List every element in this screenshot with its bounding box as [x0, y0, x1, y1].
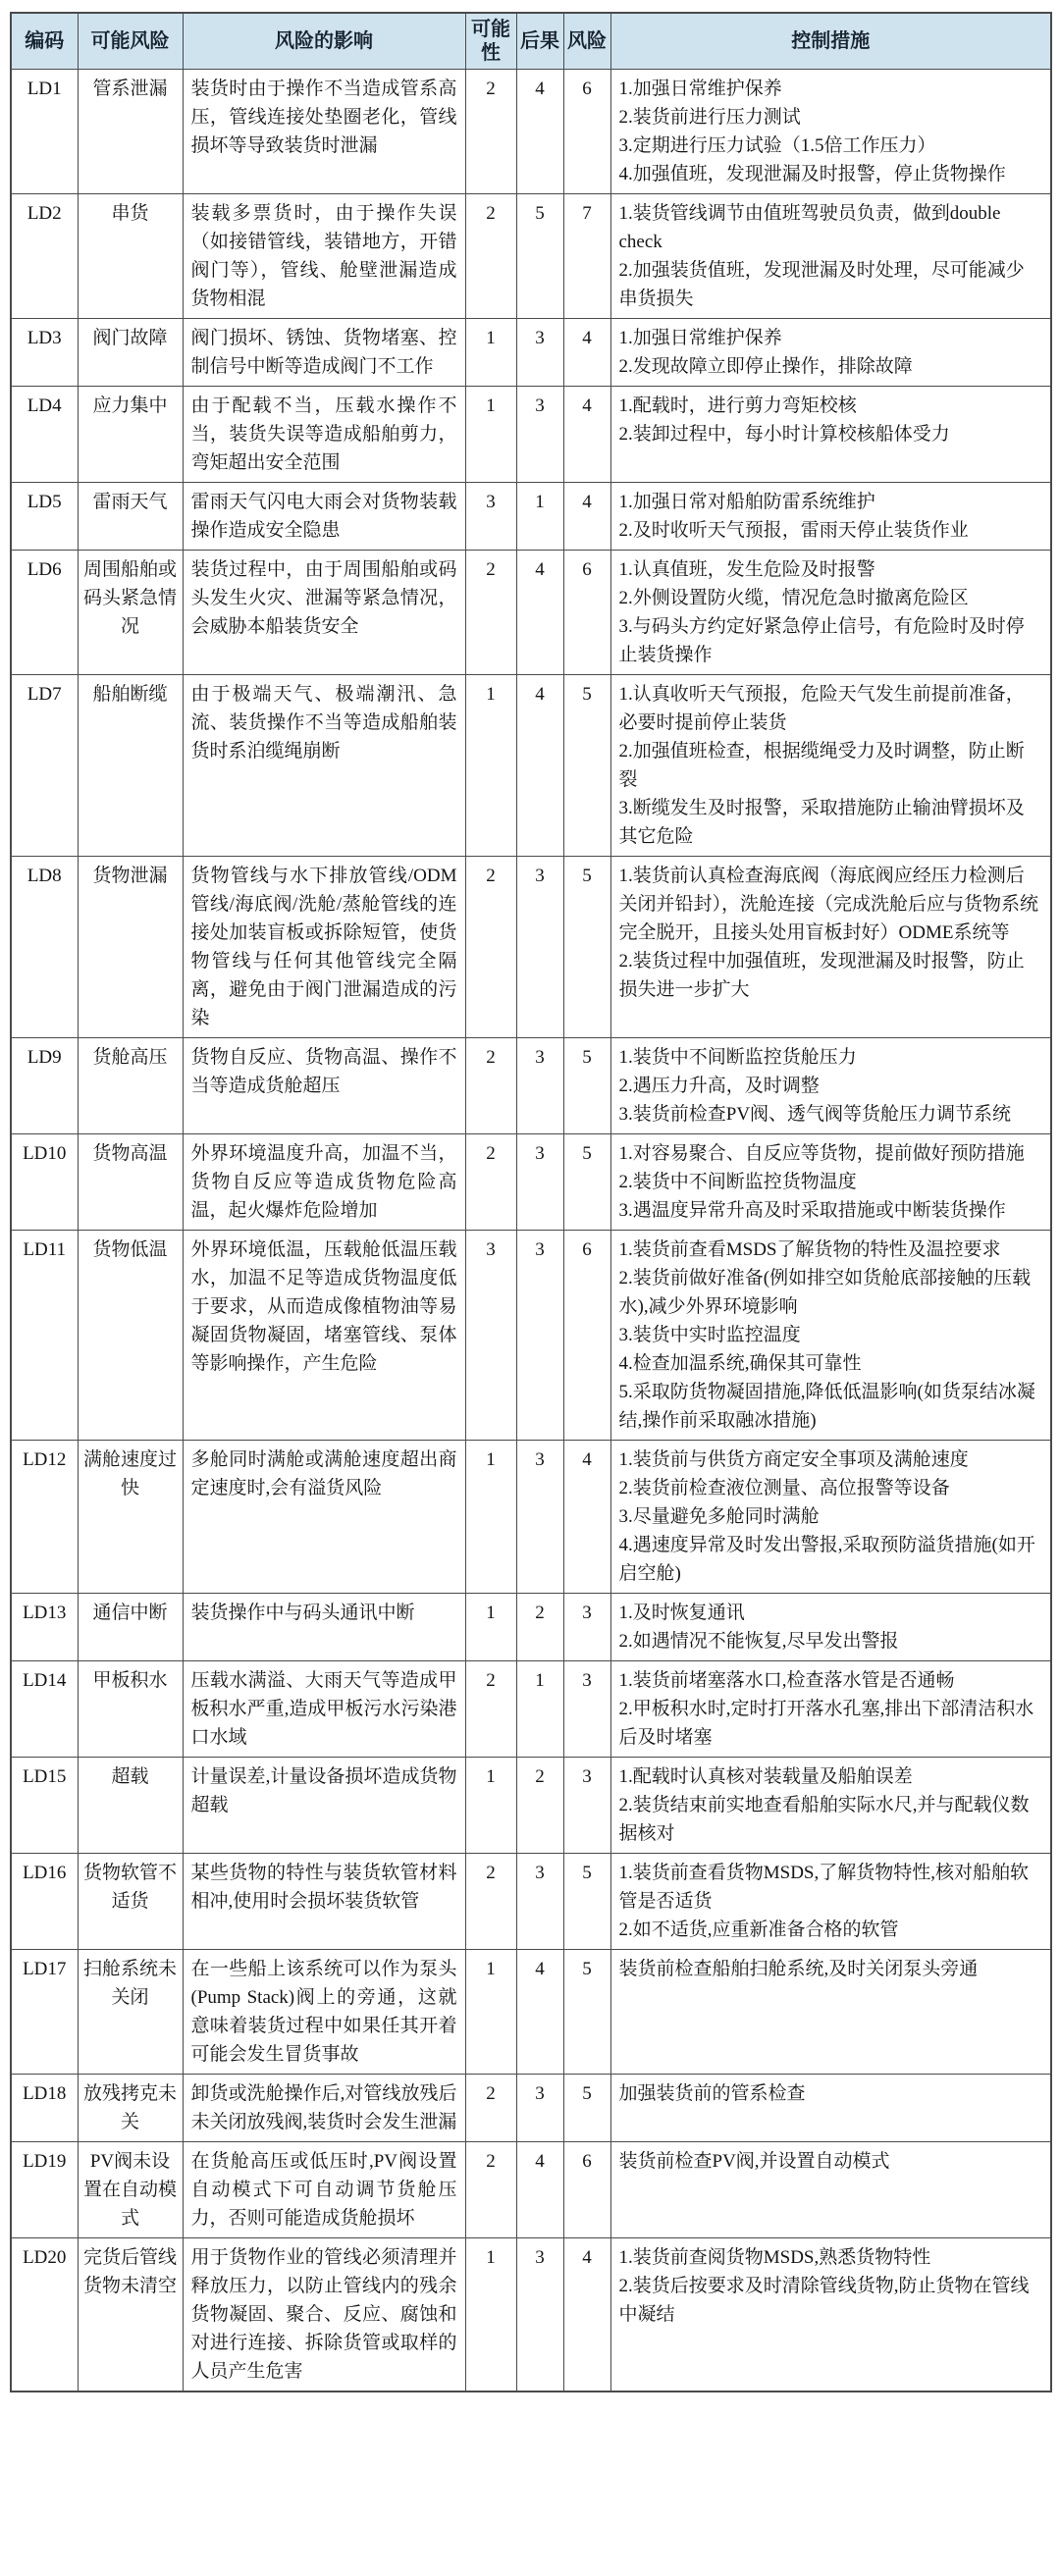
- measure-item: 1.加强日常维护保养: [618, 328, 782, 348]
- measure-item: 1.认真收听天气预报，危险天气发生前提前准备，必要时提前停止装货: [618, 684, 1025, 733]
- cell-risk-score: 3: [563, 1594, 610, 1661]
- cell-consequence: 4: [516, 70, 563, 194]
- cell-code: LD1: [11, 70, 78, 194]
- cell-risk-name: 超载: [78, 1758, 183, 1854]
- table-row: [11, 857, 1051, 1038]
- measure-item: 装货前检查船舶扫舱系统,及时关闭泵头旁通: [618, 1959, 979, 1979]
- cell-risk-score: 6: [563, 2142, 610, 2238]
- cell-risk-name: 串货: [78, 194, 183, 319]
- cell-risk-name: 完货后管线货物未清空: [78, 2238, 183, 2392]
- cell-possibility: 1: [465, 319, 516, 387]
- cell-control-measures: [610, 1950, 1051, 2075]
- table-row: [11, 387, 1051, 483]
- measure-item: 加强装货前的管系检查: [618, 2083, 806, 2104]
- cell-consequence: 1: [516, 483, 563, 551]
- cell-risk-score: 5: [563, 857, 610, 1038]
- cell-impact: 装货过程中，由于周围船舶或码头发生火灾、泄漏等紧急情况，会威胁本船装货安全: [183, 551, 465, 675]
- measure-item: 1.配载时认真核对装载量及船舶误差: [618, 1766, 913, 1787]
- cell-control-measures: [610, 483, 1051, 551]
- cell-code: LD20: [11, 2238, 78, 2392]
- cell-possibility: 3: [465, 1231, 516, 1441]
- cell-risk-score: 3: [563, 1661, 610, 1758]
- cell-risk-name: 扫舱系统未关闭: [78, 1950, 183, 2075]
- measure-item: 4.检查加温系统,确保其可靠性: [618, 1353, 862, 1374]
- cell-possibility: 3: [465, 483, 516, 551]
- cell-possibility: 2: [465, 1854, 516, 1950]
- cell-risk-name: 雷雨天气: [78, 483, 183, 551]
- cell-possibility: 1: [465, 1758, 516, 1854]
- cell-possibility: 1: [465, 1594, 516, 1661]
- cell-risk-score: 6: [563, 1231, 610, 1441]
- cell-risk-score: 5: [563, 1038, 610, 1134]
- table-row: [11, 1441, 1051, 1594]
- cell-impact: 由于配载不当，压载水操作不当，装货失误等造成船舶剪力，弯矩超出安全范围: [183, 387, 465, 483]
- table-row: [11, 483, 1051, 551]
- cell-code: LD15: [11, 1758, 78, 1854]
- cell-code: LD8: [11, 857, 78, 1038]
- measure-item: 2.外侧设置防火缆，情况危急时撤离危险区: [618, 588, 969, 608]
- measure-item: 2.加强装货值班，发现泄漏及时处理，尽可能减少串货损失: [618, 260, 1025, 309]
- cell-risk-score: 6: [563, 70, 610, 194]
- measure-item: 1.对容易聚合、自反应等货物，提前做好预防措施: [618, 1143, 1025, 1164]
- cell-possibility: 1: [465, 387, 516, 483]
- table-row: [11, 1854, 1051, 1950]
- table-row: [11, 319, 1051, 387]
- cell-code: LD11: [11, 1231, 78, 1441]
- cell-risk-name: 满舱速度过快: [78, 1441, 183, 1594]
- measure-item: 4.加强值班，发现泄漏及时报警，停止货物操作: [618, 164, 1006, 184]
- header-code: 编码: [11, 13, 78, 70]
- cell-consequence: 2: [516, 1594, 563, 1661]
- cell-risk-name: 管系泄漏: [78, 70, 183, 194]
- table-row: [11, 194, 1051, 319]
- header-control-measures: 控制措施: [610, 13, 1051, 70]
- table-row: [11, 70, 1051, 194]
- measure-item: 3.装货中实时监控温度: [618, 1325, 801, 1345]
- measure-item: 1.装货中不间断监控货舱压力: [618, 1047, 857, 1068]
- cell-risk-score: 3: [563, 1758, 610, 1854]
- cell-risk-score: 5: [563, 1854, 610, 1950]
- cell-impact: 某些货物的特性与装货软管材料相冲,使用时会损坏装货软管: [183, 1854, 465, 1950]
- measure-item: 装货前检查PV阀,并设置自动模式: [618, 2151, 890, 2172]
- cell-consequence: 1: [516, 1661, 563, 1758]
- table-row: [11, 1661, 1051, 1758]
- cell-possibility: 1: [465, 1441, 516, 1594]
- measure-item: 2.遇压力升高，及时调整: [618, 1076, 820, 1096]
- cell-risk-score: 4: [563, 387, 610, 483]
- cell-control-measures: [610, 2142, 1051, 2238]
- measure-item: 1.装货前认真检查海底阀（海底阀应经压力检测后关闭并铅封），洗舱连接（完成洗舱后应与货物系统完全脱开，且接头处用盲板封好）ODME系统等: [618, 866, 1039, 943]
- cell-impact: 卸货或洗舱操作后,对管线放残后未关闭放残阀,装货时会发生泄漏: [183, 2075, 465, 2142]
- measure-item: 3.遇温度异常升高及时采取措施或中断装货操作: [618, 1200, 1006, 1221]
- cell-impact: 计量误差,计量设备损坏造成货物超载: [183, 1758, 465, 1854]
- cell-consequence: 3: [516, 1134, 563, 1231]
- cell-control-measures: [610, 319, 1051, 387]
- measure-item: 3.与码头方约定好紧急停止信号，有危险时及时停止装货操作: [618, 616, 1025, 665]
- cell-risk-score: 5: [563, 675, 610, 857]
- cell-code: LD9: [11, 1038, 78, 1134]
- cell-impact: 压载水满溢、大雨天气等造成甲板积水严重,造成甲板污水污染港口水域: [183, 1661, 465, 1758]
- measure-item: 1.装货前查看货物MSDS,了解货物特性,核对船舶软管是否适货: [618, 1863, 1030, 1912]
- cell-consequence: 3: [516, 2075, 563, 2142]
- cell-risk-name: 货物高温: [78, 1134, 183, 1231]
- cell-impact: 装载多票货时，由于操作失误（如接错管线，装错地方，开错阀门等），管线、舱壁泄漏造成货物相混: [183, 194, 465, 319]
- header-row: [11, 13, 1051, 70]
- cell-risk-score: 4: [563, 2238, 610, 2392]
- table-row: [11, 2075, 1051, 2142]
- table-row: [11, 1038, 1051, 1134]
- cell-impact: 货物自反应、货物高温、操作不当等造成货舱超压: [183, 1038, 465, 1134]
- cell-risk-score: 5: [563, 1950, 610, 2075]
- cell-code: LD6: [11, 551, 78, 675]
- table-row: [11, 1594, 1051, 1661]
- cell-control-measures: [610, 2238, 1051, 2392]
- cell-consequence: 3: [516, 319, 563, 387]
- cell-risk-score: 4: [563, 483, 610, 551]
- table-row: [11, 675, 1051, 857]
- measure-item: 3.断缆发生及时报警，采取措施防止输油臂损坏及其它危险: [618, 798, 1025, 847]
- measure-item: 1.配载时，进行剪力弯矩校核: [618, 395, 857, 416]
- measure-item: 2.甲板积水时,定时打开落水孔塞,排出下部清洁积水后及时堵塞: [618, 1699, 1034, 1748]
- measure-item: 1.装货前与供货方商定安全事项及满舱速度: [618, 1449, 969, 1470]
- cell-code: LD12: [11, 1441, 78, 1594]
- cell-risk-name: 货舱高压: [78, 1038, 183, 1134]
- cell-code: LD4: [11, 387, 78, 483]
- cell-risk-score: 4: [563, 319, 610, 387]
- cell-code: LD13: [11, 1594, 78, 1661]
- measure-item: 1.加强日常对船舶防雷系统维护: [618, 492, 875, 512]
- measure-item: 2.装货后按要求及时清除管线货物,防止货物在管线中凝结: [618, 2276, 1030, 2325]
- cell-possibility: 2: [465, 857, 516, 1038]
- cell-risk-name: 甲板积水: [78, 1661, 183, 1758]
- cell-consequence: 3: [516, 1441, 563, 1594]
- measure-item: 2.发现故障立即停止操作，排除故障: [618, 356, 913, 377]
- cell-risk-score: 6: [563, 551, 610, 675]
- measure-item: 1.及时恢复通讯: [618, 1603, 745, 1623]
- measure-item: 2.及时收听天气预报，雷雨天停止装货作业: [618, 520, 969, 541]
- cell-consequence: 3: [516, 1231, 563, 1441]
- measure-item: 2.加强值班检查，根据缆绳受力及时调整，防止断裂: [618, 741, 1025, 790]
- cell-control-measures: [610, 194, 1051, 319]
- cell-control-measures: [610, 1134, 1051, 1231]
- cell-code: LD16: [11, 1854, 78, 1950]
- cell-impact: 装货操作中与码头通讯中断: [183, 1594, 465, 1661]
- cell-code: LD7: [11, 675, 78, 857]
- cell-consequence: 4: [516, 1950, 563, 2075]
- cell-risk-name: 应力集中: [78, 387, 183, 483]
- measure-item: 2.如不适货,应重新准备合格的软管: [618, 1919, 899, 1940]
- cell-control-measures: [610, 387, 1051, 483]
- cell-risk-score: 7: [563, 194, 610, 319]
- cell-code: LD18: [11, 2075, 78, 2142]
- cell-consequence: 3: [516, 1854, 563, 1950]
- risk-assessment-table: [10, 12, 1052, 2392]
- cell-consequence: 4: [516, 675, 563, 857]
- cell-consequence: 3: [516, 1038, 563, 1134]
- cell-risk-score: 4: [563, 1441, 610, 1594]
- measure-item: 1.装货前查看MSDS了解货物的特性及温控要求: [618, 1239, 1001, 1260]
- measure-item: 1.认真值班，发生危险及时报警: [618, 559, 875, 580]
- cell-possibility: 2: [465, 2142, 516, 2238]
- cell-consequence: 3: [516, 857, 563, 1038]
- cell-control-measures: [610, 551, 1051, 675]
- header-possibility: 可能性: [465, 13, 516, 70]
- cell-risk-name: 货物泄漏: [78, 857, 183, 1038]
- cell-risk-name: 周围船舶或码头紧急情况: [78, 551, 183, 675]
- cell-possibility: 2: [465, 70, 516, 194]
- cell-impact: 外界环境低温，压载舱低温压载水，加温不足等造成货物温度低于要求，从而造成像植物油等易凝固货物凝固，堵塞管线、泵体等影响操作，产生危险: [183, 1231, 465, 1441]
- table-row: [11, 1950, 1051, 2075]
- table-row: [11, 2142, 1051, 2238]
- cell-possibility: 2: [465, 1038, 516, 1134]
- measure-item: 2.装货过程中加强值班，发现泄漏及时报警，防止损失进一步扩大: [618, 951, 1025, 1000]
- table-row: [11, 551, 1051, 675]
- cell-impact: 由于极端天气、极端潮汛、急流、装货操作不当等造成船舶装货时系泊缆绳崩断: [183, 675, 465, 857]
- measure-item: 1.装货前查阅货物MSDS,熟悉货物特性: [618, 2247, 931, 2268]
- table-header: [11, 13, 1051, 70]
- cell-code: LD17: [11, 1950, 78, 2075]
- cell-control-measures: [610, 1231, 1051, 1441]
- table-row: [11, 2238, 1051, 2392]
- measure-item: 2.装货结束前实地查看船舶实际水尺,并与配载仪数据核对: [618, 1795, 1030, 1844]
- table-row: [11, 1134, 1051, 1231]
- measure-item: 3.装货前检查PV阀、透气阀等货舱压力调节系统: [618, 1104, 1012, 1125]
- header-risk: 风险: [563, 13, 610, 70]
- measure-item: 1.装货管线调节由值班驾驶员负责，做到double check: [618, 203, 1001, 252]
- cell-code: LD19: [11, 2142, 78, 2238]
- cell-code: LD10: [11, 1134, 78, 1231]
- measure-item: 2.如遇情况不能恢复,尽早发出警报: [618, 1631, 899, 1652]
- cell-control-measures: [610, 1661, 1051, 1758]
- measure-item: 3.定期进行压力试验（1.5倍工作压力）: [618, 135, 936, 156]
- cell-code: LD3: [11, 319, 78, 387]
- cell-risk-score: 5: [563, 2075, 610, 2142]
- cell-consequence: 2: [516, 1758, 563, 1854]
- cell-possibility: 1: [465, 1950, 516, 2075]
- cell-impact: 装货时由于操作不当造成管系高压，管线连接处垫圈老化，管线损坏等导致装货时泄漏: [183, 70, 465, 194]
- cell-control-measures: [610, 2075, 1051, 2142]
- cell-consequence: 4: [516, 2142, 563, 2238]
- cell-impact: 雷雨天气闪电大雨会对货物装载操作造成安全隐患: [183, 483, 465, 551]
- measure-item: 2.装货前进行压力测试: [618, 107, 801, 128]
- cell-risk-name: 货物软管不适货: [78, 1854, 183, 1950]
- measure-item: 2.装货前检查液位测量、高位报警等设备: [618, 1478, 950, 1498]
- table-row: [11, 1231, 1051, 1441]
- cell-code: LD2: [11, 194, 78, 319]
- cell-consequence: 5: [516, 194, 563, 319]
- measure-item: 5.采取防货物凝固措施,降低低温影响(如货泵结冰凝结,操作前采取融冰措施): [618, 1382, 1035, 1431]
- table-row: [11, 1758, 1051, 1854]
- cell-control-measures: [610, 1038, 1051, 1134]
- cell-code: LD14: [11, 1661, 78, 1758]
- cell-impact: 在货舱高压或低压时,PV阀设置自动模式下可自动调节货舱压力，否则可能造成货舱损坏: [183, 2142, 465, 2238]
- measure-item: 3.尽量避免多舱同时满舱: [618, 1506, 820, 1527]
- cell-impact: 阀门损坏、锈蚀、货物堵塞、控制信号中断等造成阀门不工作: [183, 319, 465, 387]
- measure-item: 1.装货前堵塞落水口,检查落水管是否通畅: [618, 1670, 955, 1691]
- cell-impact: 外界环境温度升高，加温不当，货物自反应等造成货物危险高温，起火爆炸危险增加: [183, 1134, 465, 1231]
- measure-item: 2.装卸过程中，每小时计算校核船体受力: [618, 424, 950, 445]
- cell-possibility: 2: [465, 1134, 516, 1231]
- cell-impact: 用于货物作业的管线必须清理并释放压力，以防止管线内的残余货物凝固、聚合、反应、腐蚀和对进行连接、拆除货管或取样的人员产生危害: [183, 2238, 465, 2392]
- cell-impact: 货物管线与水下排放管线/ODM管线/海底阀/洗舱/蒸舱管线的连接处加装盲板或拆除短管，使货物管线与任何其他管线完全隔离，避免由于阀门泄漏造成的污染: [183, 857, 465, 1038]
- cell-control-measures: [610, 675, 1051, 857]
- cell-risk-name: 放残拷克未关: [78, 2075, 183, 2142]
- cell-impact: 在一些船上该系统可以作为泵头(Pump Stack)阀上的旁通，这就意味着装货过程中如果任其开着可能会发生冒货事故: [183, 1950, 465, 2075]
- table-body: [11, 70, 1051, 2392]
- cell-control-measures: [610, 1594, 1051, 1661]
- cell-control-measures: [610, 1854, 1051, 1950]
- cell-risk-name: 通信中断: [78, 1594, 183, 1661]
- header-possible-risk: 可能风险: [78, 13, 183, 70]
- cell-impact: 多舱同时满舱或满舱速度超出商定速度时,会有溢货风险: [183, 1441, 465, 1594]
- cell-consequence: 3: [516, 2238, 563, 2392]
- cell-control-measures: [610, 1441, 1051, 1594]
- cell-possibility: 2: [465, 1661, 516, 1758]
- header-impact: 风险的影响: [183, 13, 465, 70]
- cell-possibility: 2: [465, 551, 516, 675]
- cell-risk-name: 阀门故障: [78, 319, 183, 387]
- cell-possibility: 2: [465, 2075, 516, 2142]
- cell-risk-name: 货物低温: [78, 1231, 183, 1441]
- cell-possibility: 1: [465, 2238, 516, 2392]
- header-consequence: 后果: [516, 13, 563, 70]
- cell-possibility: 2: [465, 194, 516, 319]
- cell-control-measures: [610, 1758, 1051, 1854]
- cell-consequence: 3: [516, 387, 563, 483]
- cell-risk-score: 5: [563, 1134, 610, 1231]
- measure-item: 1.加强日常维护保养: [618, 79, 782, 99]
- cell-possibility: 1: [465, 675, 516, 857]
- cell-control-measures: [610, 857, 1051, 1038]
- cell-code: LD5: [11, 483, 78, 551]
- measure-item: 2.装货前做好准备(例如排空如货舱底部接触的压载水),减少外界环境影响: [618, 1268, 1032, 1317]
- measure-item: 4.遇速度异常及时发出警报,采取预防溢货措施(如开启空舱): [618, 1535, 1035, 1584]
- cell-risk-name: 船舶断缆: [78, 675, 183, 857]
- cell-risk-name: PV阀未设置在自动模式: [78, 2142, 183, 2238]
- measure-item: 2.装货中不间断监控货物温度: [618, 1172, 857, 1192]
- cell-consequence: 4: [516, 551, 563, 675]
- cell-control-measures: [610, 70, 1051, 194]
